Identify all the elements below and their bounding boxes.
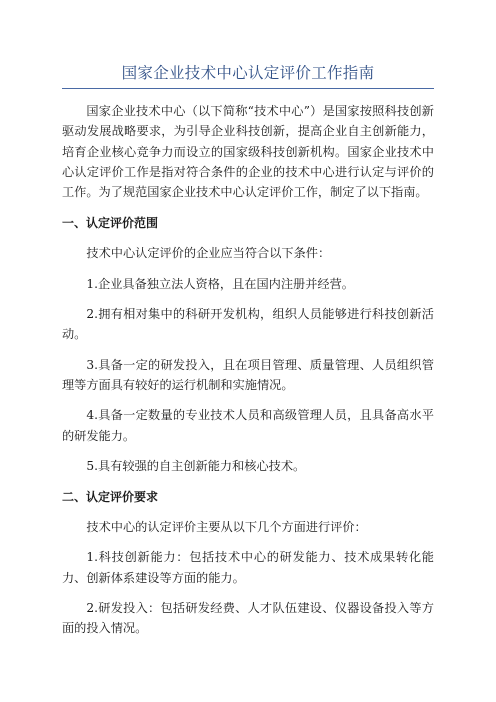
section-lead-requirements: 技术中心的认定评价主要从以下几个方面进行评价： — [86, 520, 367, 535]
intro-paragraph: 国家企业技术中心（以下简称“技术中心”）是国家按照科技创新驱动发展战略要求，为引导企业科技创新，提高企业自主创新能力，培育企业核心竞争力而设立的国家级科技创新机构。国家企业技术中心认定评价工作是指对符合条件的企业的技术中心进行认定与评价的工作。为了规范国家企业技术中心认定评价工作，制定了以下指南。 — [62, 104, 434, 200]
title-underline — [62, 88, 434, 89]
list-item: 1.企业具备独立法人资格，且在国内注册并经营。 — [86, 276, 354, 291]
list-item: 1.科技创新能力：包括技术中心的研发能力、技术成果转化能力、创新体系建设等方面的能力。 — [62, 550, 434, 585]
document-title: 国家企业技术中心认定评价工作指南 — [121, 64, 375, 82]
list-item: 2.拥有相对集中的科研开发机构，组织人员能够进行科技创新活动。 — [62, 307, 434, 342]
list-item: 5.具有较强的自主创新能力和核心技术。 — [86, 458, 306, 473]
list-item: 2.研发投入：包括研发经费、人才队伍建设、仪器设备投入等方面的投入情况。 — [62, 601, 434, 636]
list-item: 3.具备一定的研发投入，且在项目管理、质量管理、人员组织管理等方面具有较好的运行机制和实施情况。 — [62, 357, 434, 392]
list-item: 4.具备一定数量的专业技术人员和高级管理人员，且具备高水平的研发能力。 — [62, 408, 434, 443]
section-heading-requirements: 二、认定评价要求 — [62, 490, 159, 505]
section-lead-scope: 技术中心认定评价的企业应当符合以下条件： — [86, 246, 331, 261]
section-heading-scope: 一、认定评价范围 — [62, 216, 159, 231]
